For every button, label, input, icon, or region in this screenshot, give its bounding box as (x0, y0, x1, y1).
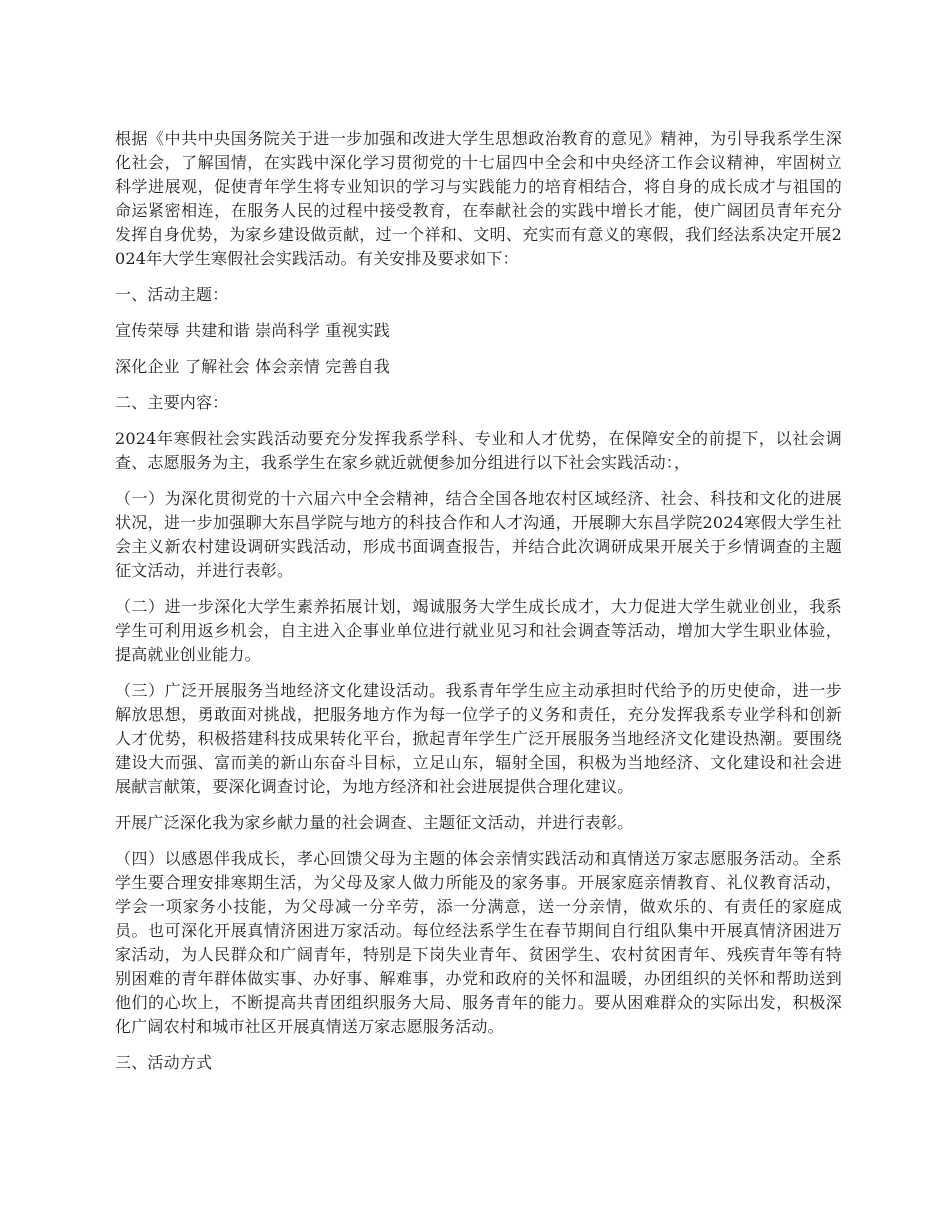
theme-line-1: 宣传荣辱 共建和谐 崇尚科学 重视实践 (115, 321, 391, 340)
intro-paragraph: 根据《中共中央国务院关于进一步加强和改进大学生思想政治教育的意见》精神，为引导我系学生深化社会，了解国情，在实践中深化学习贯彻党的十七届四中全会和中央经济工作会议精神，牢固树立科学进展观，促使青年学生将专业知识的学习与实践能力的培育相结合，将自身的成长成才与祖国的命运紧密相连，在服务人民的过程中接受教育，在奉献社会的实践中增长才能，使广阔团员青年充分发挥自身优势，为家乡建设做贡献，过一个祥和、文明、充实而有意义的寒假，我们经法系决定开展2024年大学生寒假社会实践活动。有关安排及要求如下： (115, 129, 842, 268)
content-item-4: （四）以感恩伴我成长，孝心回馈父母为主题的体会亲情实践活动和真情送万家志愿服务活动。全系学生要合理安排寒期生活，为父母及家人做力所能及的家务事。开展家庭亲情教育、礼仪教育活动，学会一项家务小技能，为父母减一分辛劳，添一分满意，送一分亲情，做欢乐的、有责任的家庭成员。也可深化开展真情济困进万家活动。每位经法系学生在春节期间自行组队集中开展真情济困进万家活动，为人民群众和广阔青年，特别是下岗失业青年、贫困学生、农村贫困青年、残疾青年等有特别困难的青年群体做实事、办好事、解难事，办党和政府的关怀和温暖，办团组织的关怀和帮助送到他们的心坎上，不断提高共青团组织服务大局、服务青年的能力。要从困难群众的实际出发，积极深化广阔农村和城市社区开展真情送万家志愿服务活动。 (115, 849, 842, 1036)
document-body (115, 127, 842, 1087)
content-item-3: （三）广泛开展服务当地经济文化建设活动。我系青年学生应主动承担时代给予的历史使命，进一步解放思想，勇敢面对挑战，把服务地方作为每一位学子的义务和责任，充分发挥我系专业学科和创新人才优势，积极搭建科技成果转化平台，掀起青年学生广泛开展服务当地经济文化建设热潮。要围绕建设大而强、富而美的新山东奋斗目标，立足山东，辐射全国，积极为当地经济、文化建设和社会进展献言献策，要深化调查讨论，为地方经济和社会进展提供合理化建议。 (115, 681, 842, 796)
section-heading-method: 三、活动方式 (115, 1053, 213, 1072)
section-heading-theme: 一、活动主题： (115, 285, 229, 304)
content-intro-paragraph: 2024年寒假社会实践活动要充分发挥我系学科、专业和人才优势，在保障安全的前提下，以社会调查、志愿服务为主，我系学生在家乡就近就便参加分组进行以下社会实践活动：， (115, 429, 842, 472)
content-item-1: （一）为深化贯彻党的十六届六中全会精神，结合全国各地农村区域经济、社会、科技和文化的进展状况，进一步加强聊大东昌学院与地方的科技合作和人才沟通，开展聊大东昌学院2024寒假大学生社会主义新农村建设调研实践活动，形成书面调查报告，并结合此次调研成果开展关于乡情调查的主题征文活动，并进行表彰。 (115, 489, 842, 580)
content-item-2: （二）进一步深化大学生素养拓展计划，竭诚服务大学生成长成才，大力促进大学生就业创业，我系学生可利用返乡机会，自主进入企事业单位进行就业见习和社会调查等活动，增加大学生职业体验，提高就业创业能力。 (115, 597, 842, 664)
content-item-3-followup: 开展广泛深化我为家乡献力量的社会调查、主题征文活动，并进行表彰。 (115, 813, 634, 832)
section-heading-content: 二、主要内容： (115, 393, 229, 412)
theme-line-2: 深化企业 了解社会 体会亲情 完善自我 (115, 357, 391, 376)
